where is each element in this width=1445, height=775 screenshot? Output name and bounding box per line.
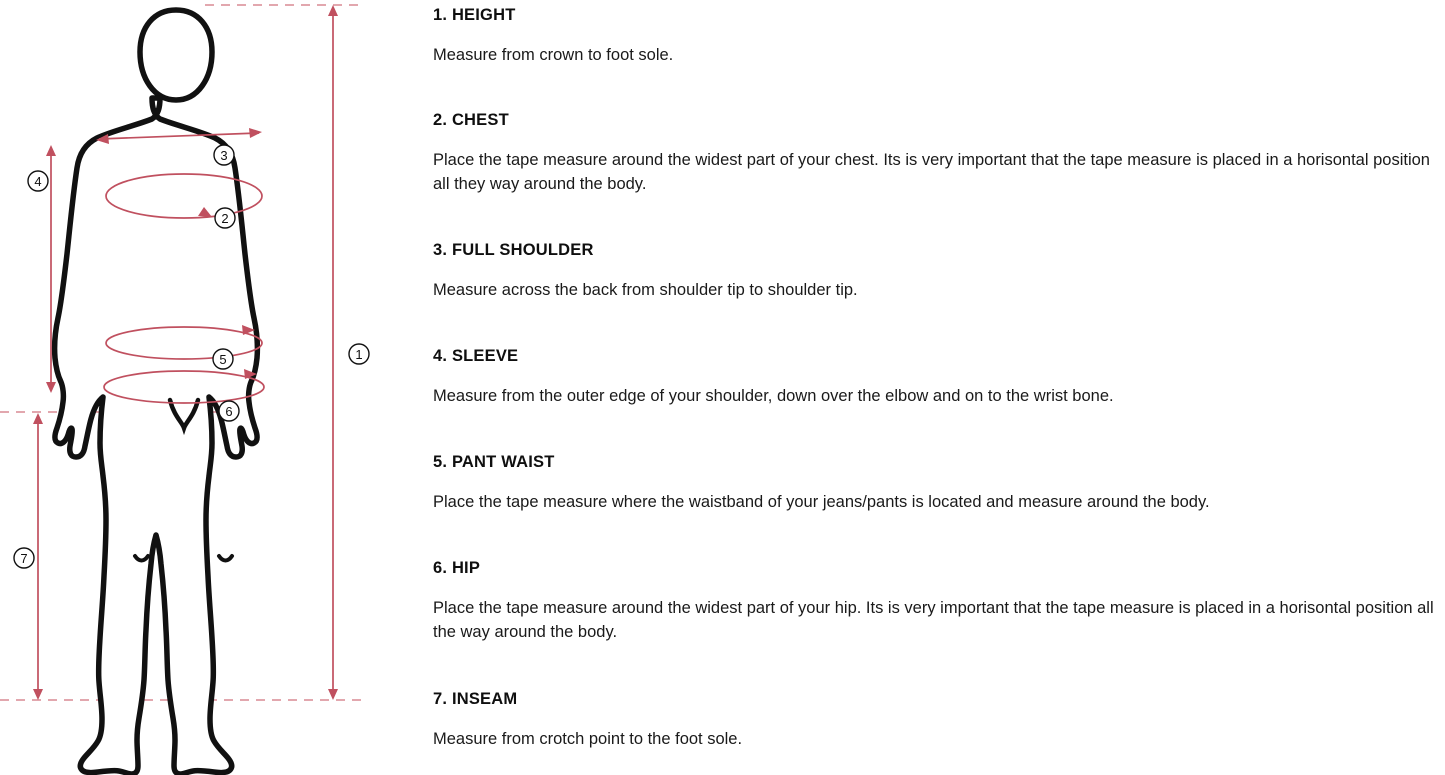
instruction-title: 2. CHEST [433, 111, 509, 129]
body-figure-illustration [0, 0, 420, 775]
instruction-item-chest [433, 111, 1443, 197]
callout-3-label: 3 [220, 148, 228, 163]
instruction-text: Measure across the back from shoulder tip to shoulder tip. [433, 281, 858, 300]
instruction-text: Place the tape measure around the widest part of your chest. Its is very important that the tape measure is placed in a horisontal position all they way around the body. [433, 151, 1430, 194]
callout-2-label: 2 [221, 211, 229, 226]
instruction-text: Measure from crown to foot sole. [433, 46, 674, 65]
instruction-item-inseam [433, 690, 742, 752]
callout-4-label: 4 [34, 174, 42, 189]
measure-height-line [328, 5, 338, 700]
body-silhouette [55, 98, 258, 774]
instruction-title: 4. SLEEVE [433, 347, 519, 365]
callout-5 [213, 349, 233, 369]
instruction-title: 6. HIP [433, 559, 481, 577]
instruction-item-full-shoulder [433, 241, 858, 303]
instruction-text: Place the tape measure around the widest part of your hip. Its is very important that the tape measure is placed in a horisontal position all the way around the body. [433, 599, 1434, 642]
callout-2 [215, 208, 235, 228]
callout-3 [214, 145, 234, 165]
instruction-item-sleeve [433, 347, 1114, 409]
instruction-item-pant-waist [433, 453, 1210, 515]
instruction-title: 1. HEIGHT [433, 6, 516, 24]
instructions-panel [433, 0, 1443, 775]
callout-1-label: 1 [355, 347, 363, 362]
callout-7-label: 7 [20, 551, 28, 566]
right-knee-crease [219, 556, 232, 561]
callout-6 [219, 401, 239, 421]
callout-5-label: 5 [219, 352, 227, 367]
instruction-text: Measure from the outer edge of your shoulder, down over the elbow and on to the wrist bone. [433, 387, 1114, 406]
instruction-item-height [433, 6, 673, 68]
instruction-title: 5. PANT WAIST [433, 453, 555, 471]
instruction-item-hip [433, 559, 1443, 645]
instruction-title: 7. INSEAM [433, 690, 518, 708]
instruction-title: 3. FULL SHOULDER [433, 241, 594, 259]
instruction-text: Measure from crotch point to the foot sole. [433, 730, 743, 749]
instruction-text: Place the tape measure where the waistband of your jeans/pants is located and measure around the body. [433, 493, 1210, 512]
callout-1 [349, 344, 369, 364]
figure-panel [0, 0, 420, 775]
callout-6-label: 6 [225, 404, 233, 419]
callout-7 [14, 548, 34, 568]
head [140, 10, 212, 100]
body-outline [55, 10, 258, 774]
callout-4 [28, 171, 48, 191]
